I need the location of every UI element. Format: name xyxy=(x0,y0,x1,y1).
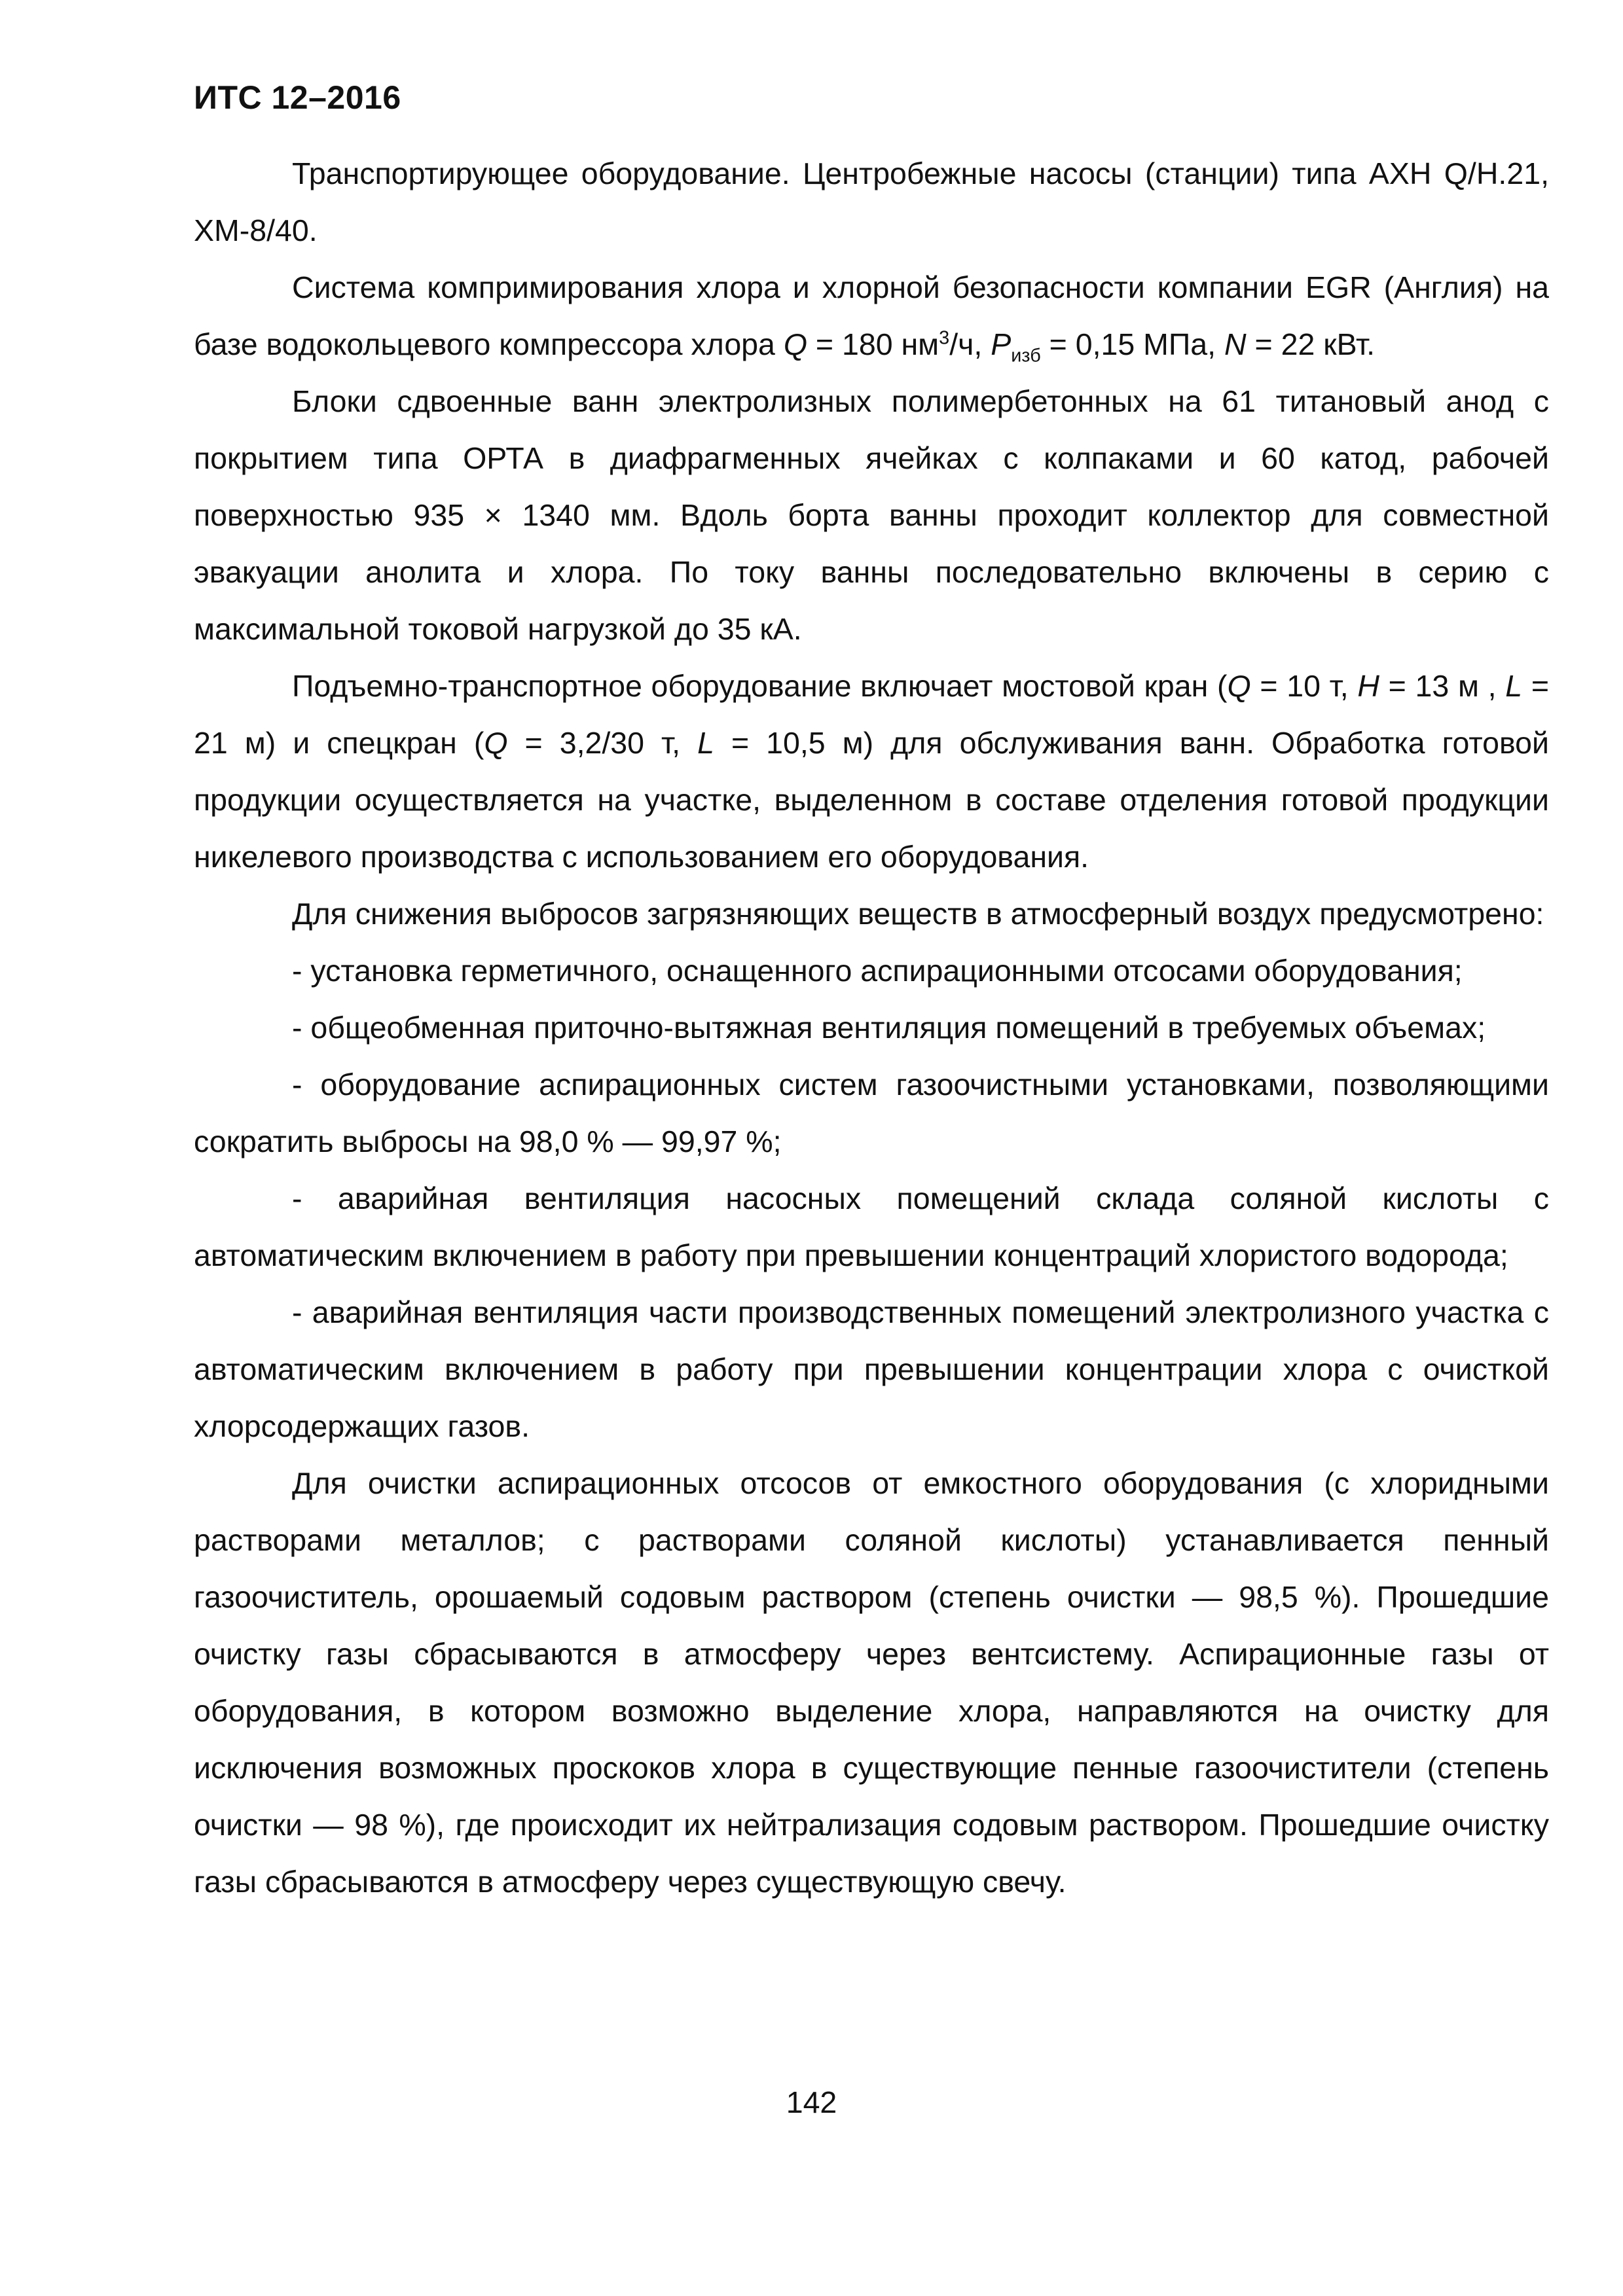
document-code-header: ИТС 12–2016 xyxy=(194,79,401,116)
power-symbol: N xyxy=(1224,327,1247,361)
crane-height-symbol: H xyxy=(1357,669,1379,703)
page-number: 142 xyxy=(786,2085,837,2119)
list-item-measure: - установка герметичного, оснащенного аспирационными отсосами оборудования; xyxy=(292,954,1463,988)
list-item-measure: - оборудование аспирационных систем газоочистными установками, позволяющими сократить выбросы на 98,0 % — 99,97 %; xyxy=(194,1067,1549,1158)
list-item-measure: - общеобменная приточно-вытяжная вентиляция помещений в требуемых объемах; xyxy=(292,1011,1486,1045)
lifting-text-5: = 3,2/30 т, xyxy=(507,726,698,760)
document-body xyxy=(194,145,1549,1910)
pressure-symbol: P xyxy=(991,327,1012,361)
lifting-text-6: = 10,5 м) для обслуживания ванн. Обработка готовой продукции осуществляется на участке, выделенном в составе отделения готовой продукции никелевого производства с использованием его оборудования. xyxy=(194,726,1550,874)
paragraph-bath-blocks: Блоки сдвоенные ванн электролизных полимербетонных на 61 титановый анод с покрытием типа ОРТА в диафрагменных ячейках с колпаками и 60 катод, рабочей поверхностью 935 × 1340 мм. Вдоль борта ванны проходит коллектор для совместной эвакуации анолита и хлора. По току ванны последовательно включены в серию с максимальной токовой нагрузкой до 35 кА. xyxy=(194,384,1549,646)
special-crane-span-symbol: L xyxy=(697,726,714,760)
compression-text: Система компримирования хлора и хлорной безопасности компании EGR (Англия) на базе водокольцевого компрессора хлора xyxy=(194,270,1549,361)
flow-unit-superscript: 3 xyxy=(939,327,950,349)
pressure-subscript: изб xyxy=(1011,345,1041,367)
lifting-text-2: = 10 т, xyxy=(1250,669,1358,703)
lifting-text-4: = 21 м) и спецкран ( xyxy=(194,669,1549,760)
crane-load-symbol: Q xyxy=(1227,669,1251,703)
paragraph-lifting-equipment xyxy=(194,658,1549,886)
power-value: = 22 кВт. xyxy=(1246,327,1376,361)
paragraph-transport-equipment: Транспортирующее оборудование. Центробежные насосы (станции) типа АХН Q/Н.21, ХМ-8/40. xyxy=(194,156,1549,247)
pressure-value: = 0,15 МПа, xyxy=(1040,327,1224,361)
lifting-text-1: Подъемно-транспортное оборудование включает мостовой кран ( xyxy=(292,669,1228,703)
paragraph-compression-system xyxy=(194,259,1549,373)
flow-symbol: Q xyxy=(783,327,807,361)
list-item-measure: - аварийная вентиляция насосных помещений склада соляной кислоты с автоматическим включением в работу при превышении концентраций хлористого водорода; xyxy=(194,1181,1549,1272)
list-item-measure: - аварийная вентиляция части производственных помещений электролизного участка с автоматическим включением в работу при превышении концентрации хлора с очисткой хлорсодержащих газов. xyxy=(194,1295,1549,1443)
paragraph-gas-cleaning: Для очистки аспирационных отсосов от емкостного оборудования (с хлоридными растворами металлов; с растворами соляной кислоты) устанавливается пенный газоочиститель, орошаемый содовым раствором (степень очистки — 98,5 %). Прошедшие очистку газы сбрасываются в атмосферу через вентсистему. Аспирационные газы от оборудования, в котором возможно выделение хлора, направляются на очистку для исключения возможных проскоков хлора в существующие пенные газоочистители (степень очистки — 98 %), где происходит их нейтрализация содовым раствором. Прошедшие очистку газы сбрасываются в атмосферу через существующую свечу. xyxy=(194,1466,1549,1899)
special-crane-load-symbol: Q xyxy=(484,726,508,760)
crane-span-symbol: L xyxy=(1505,669,1523,703)
flow-value: = 180 нм xyxy=(807,327,939,361)
lifting-text-3: = 13 м , xyxy=(1379,669,1506,703)
paragraph-emissions-intro: Для снижения выбросов загрязняющих веществ в атмосферный воздух предусмотрено: xyxy=(292,897,1544,931)
flow-unit-tail: /ч, xyxy=(949,327,991,361)
